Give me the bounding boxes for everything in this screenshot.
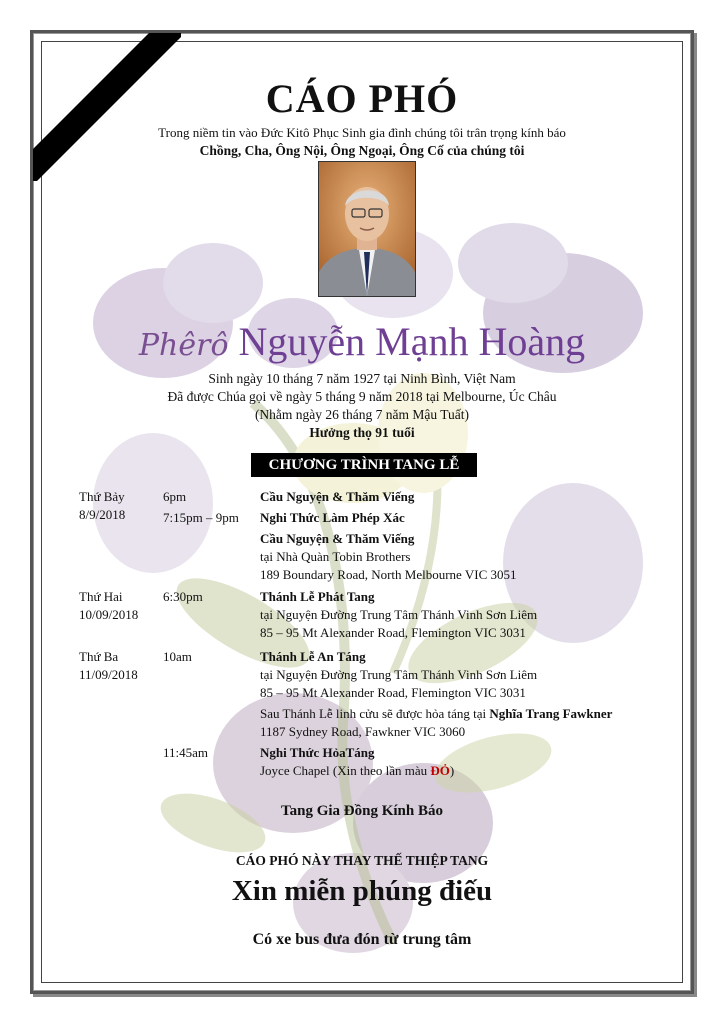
event-time: 6pm <box>163 489 187 504</box>
chapel-text-end: ) <box>449 763 455 778</box>
closing-line: Tang Gia Đồng Kính Báo <box>280 803 443 819</box>
saint-name: Phêrô <box>138 328 229 363</box>
event-place: tại Nguyện Đường Trung Tâm Thánh Vinh Sơn Liêm <box>260 667 538 682</box>
event-name: Cầu Nguyện & Thăm Viếng <box>260 531 415 546</box>
day-date: 8/9/2018 <box>79 507 126 522</box>
age-info: Hưởng thọ 91 tuổi <box>309 425 415 440</box>
day-label: Thứ Bảy <box>79 489 125 504</box>
event-name: Thánh Lễ An Táng <box>260 649 366 664</box>
program-title: CHƯƠNG TRÌNH TANG LỄ <box>251 453 477 477</box>
deceased-name <box>33 318 691 365</box>
cremation-note <box>260 705 612 723</box>
deceased-portrait <box>318 161 416 297</box>
page-title: CÁO PHÓ <box>265 76 459 121</box>
family-relation-line: Chồng, Cha, Ông Nội, Ông Ngoại, Ông Cố của chúng tôi <box>199 143 525 158</box>
day-date: 11/09/2018 <box>79 667 138 682</box>
event-time: 6:30pm <box>163 589 203 604</box>
event-name: Nghi Thức Làm Phép Xác <box>260 510 405 525</box>
intro-line: Trong niềm tin vào Đức Kitô Phục Sinh gia đình chúng tôi trân trọng kính báo <box>158 125 566 140</box>
cremation-note-text: Sau Thánh Lễ linh cửu sẽ được hỏa táng tại <box>260 706 490 721</box>
event-name: Thánh Lễ Phát Tang <box>260 589 375 604</box>
event-address: 189 Boundary Road, North Melbourne VIC 3051 <box>260 567 517 582</box>
event-name: Cầu Nguyện & Thăm Viếng <box>260 489 415 504</box>
event-time: 11:45am <box>163 745 209 760</box>
event-place: tại Nguyện Đường Trung Tâm Thánh Vinh Sơn Liêm <box>260 607 538 622</box>
day-label: Thứ Hai <box>79 589 123 604</box>
full-name: Nguyễn Mạnh Hoàng <box>238 319 586 364</box>
obituary-card <box>30 30 694 994</box>
event-address: 85 – 95 Mt Alexander Road, Flemington VIC 3031 <box>260 625 526 640</box>
event-address: 1187 Sydney Road, Fawkner VIC 3060 <box>260 724 466 739</box>
day-date: 10/09/2018 <box>79 607 139 622</box>
chapel-text: Joyce Chapel (Xin theo lần màu <box>260 763 431 778</box>
event-time: 7:15pm – 9pm <box>163 510 239 525</box>
birth-info: Sinh ngày 10 tháng 7 năm 1927 tại Ninh Bình, Việt Nam <box>208 371 516 386</box>
replace-notice: CÁO PHÓ NÀY THAY THẾ THIỆP TANG <box>235 853 489 868</box>
event-name: Nghi Thức HỏaTáng <box>260 745 375 760</box>
event-address: 85 – 95 Mt Alexander Road, Flemington VIC 3031 <box>260 685 526 700</box>
bus-notice: Có xe bus đưa đón từ trung tâm <box>252 931 472 948</box>
day-label: Thứ Ba <box>79 649 119 664</box>
cemetery-name: Nghĩa Trang Fawkner <box>489 706 613 721</box>
lunar-date: (Nhằm ngày 26 tháng 7 năm Mậu Tuất) <box>254 407 470 422</box>
color-highlight: ĐỎ <box>430 763 450 778</box>
death-info: Đã được Chúa gọi về ngày 5 tháng 9 năm 2018 tại Melbourne, Úc Châu <box>167 389 557 404</box>
no-wreath-notice: Xin miễn phúng điếu <box>231 875 493 907</box>
event-time: 10am <box>163 649 192 664</box>
event-place: tại Nhà Quàn Tobin Brothers <box>260 549 411 564</box>
event-place <box>260 762 454 780</box>
obituary-content <box>33 33 691 991</box>
portrait-photo-icon <box>319 162 415 296</box>
